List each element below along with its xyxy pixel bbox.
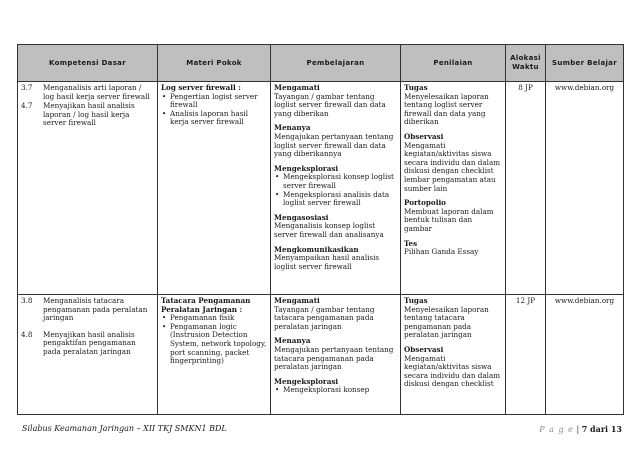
list-item: • Pengamanan logic (Instrusion Detection System, network topology, port scanning, packet fingerprinting)	[170, 323, 267, 366]
kd-number: 4.7	[21, 101, 33, 111]
kd-number: 3.8	[21, 296, 33, 305]
list-item: • Pengamanan fisik	[170, 314, 267, 323]
list-item: • Mengeksplorasi analisis data loglist server firewall	[283, 191, 397, 208]
kd-item	[21, 102, 154, 128]
syllabus-table	[17, 44, 624, 415]
cell-penilaian	[401, 295, 506, 415]
header-alokasi-line1: Alokasi	[510, 54, 541, 63]
nilai-observasi	[404, 346, 502, 389]
footer-page-info	[539, 424, 622, 434]
pemb-eksplorasi-list	[274, 386, 397, 395]
cell-pembelajaran	[271, 82, 401, 295]
pemb-heading: Mengasosiasi	[274, 212, 329, 222]
nilai-tugas	[404, 297, 502, 340]
nilai-text: Mengamati kegiatan/aktivitas siswa secara individu dan dalam diskusi dengan checklist lembar pengamatan atau sumber lain	[404, 140, 501, 193]
header-alokasi-line2: Waktu	[512, 63, 539, 71]
header-materi-pokok: Materi Pokok	[158, 45, 271, 82]
kd-item	[21, 331, 154, 357]
nilai-tugas	[404, 84, 502, 127]
cell-pembelajaran	[271, 295, 401, 415]
kd-text: Menyajikan hasil analisis pengaktifan pengamanan pada peralatan jaringan	[43, 329, 136, 356]
pemb-heading: Mengeksplorasi	[274, 376, 339, 386]
cell-sumber-belajar: www.debian.org	[546, 82, 624, 295]
nilai-text: Membuat laporan dalam bentuk tulisan dan gambar	[404, 206, 494, 233]
pemb-heading: Mengamati	[274, 83, 320, 92]
pemb-text: Tayangan / gambar tentang tatacara pengamanan pada peralatan jaringan	[274, 304, 375, 331]
nilai-observasi	[404, 133, 502, 193]
nilai-tes	[404, 240, 502, 257]
cell-sumber-belajar: www.debian.org	[546, 295, 624, 415]
pemb-menanya	[274, 337, 397, 371]
pemb-text: Menganalisis konsep loglist server firewall dan analisanya	[274, 221, 384, 239]
nilai-text: Menyelesaikan laporan tentang loglist server firewall dan data yang diberikan	[404, 91, 489, 127]
pemb-text: Tayangan / gambar tentang loglist server firewall dan data yang diberikan	[274, 91, 386, 118]
footer-separator: |	[576, 425, 580, 434]
cell-alokasi-waktu: 8 JP	[506, 82, 546, 295]
pemb-heading: Menanya	[274, 123, 311, 133]
footer-title: Silabus Keamanan Jaringan – XII TKJ SMKN1 BDL	[22, 424, 227, 433]
kd-text: Menganalisis tatacara pengamanan pada peralatan jaringan	[43, 296, 148, 323]
pemb-heading: Menanya	[274, 336, 311, 346]
nilai-heading: Observasi	[404, 344, 444, 354]
nilai-heading: Tugas	[404, 83, 428, 92]
list-item: • Mengeksplorasi konsep loglist server firewall	[283, 173, 397, 190]
nilai-heading: Tugas	[404, 296, 428, 305]
nilai-heading: Tes	[404, 238, 418, 248]
footer-page-word: P a g e	[539, 425, 574, 434]
table-row	[18, 295, 624, 415]
kd-text: Menyajikan hasil analisis laporan / log hasil kerja server firewall	[43, 101, 135, 128]
cell-materi-pokok	[158, 82, 271, 295]
list-item: • Mengeksplorasi konsep	[283, 386, 397, 395]
kd-number: 3.7	[21, 83, 33, 92]
header-pembelajaran: Pembelajaran	[271, 45, 401, 82]
pemb-eksplorasi	[274, 378, 397, 395]
kd-number: 4.8	[21, 329, 33, 339]
cell-materi-pokok	[158, 295, 271, 415]
header-alokasi-waktu	[506, 45, 546, 82]
materi-list	[161, 314, 267, 366]
nilai-text: Pilihan Ganda Essay	[404, 247, 479, 257]
header-kompetensi-dasar: Kompetensi Dasar	[18, 45, 158, 82]
pemb-menanya	[274, 124, 397, 158]
nilai-portofolio	[404, 199, 502, 233]
list-item: • Pengertian logist server firewall	[170, 93, 267, 110]
header-sumber-belajar: Sumber Belajar	[546, 45, 624, 82]
nilai-heading: Observasi	[404, 131, 444, 141]
pemb-eksplorasi	[274, 165, 397, 208]
pemb-text: Mengajukan pertanyaan tentang tatacara pengamanan pada peralatan jaringan	[274, 344, 394, 372]
pemb-mengamati	[274, 84, 397, 118]
nilai-heading: Portopolio	[404, 198, 446, 208]
cell-penilaian	[401, 82, 506, 295]
pemb-heading: Mengkomunikasikan	[274, 244, 359, 254]
list-item: • Analisis laporan hasil kerja server firewall	[170, 110, 267, 127]
materi-title: Tatacara Pengamanan Peralatan Jaringan :	[161, 296, 251, 314]
footer-page-number: 7 dari 13	[581, 424, 622, 434]
nilai-text: Menyelesaikan laporan tentang tatacara pengamanan pada peralatan jaringan	[404, 304, 489, 340]
cell-kompetensi-dasar	[18, 82, 158, 295]
kd-text: Menganalisis arti laporan / log hasil kerja server firewall	[43, 83, 150, 101]
materi-title: Log server firewall :	[161, 83, 241, 92]
nilai-text: Mengamati kegiatan/aktivitas siswa secara individu dan dalam diskusi dengan checklist	[404, 353, 501, 389]
header-row	[18, 45, 624, 82]
pemb-asosiasi	[274, 214, 397, 240]
pemb-eksplorasi-list	[274, 173, 397, 207]
pemb-komunikasi	[274, 246, 397, 272]
pemb-text: Mengajukan pertanyaan tentang loglist server firewall dan data yang diberikannya	[274, 131, 394, 159]
header-penilaian: Penilaian	[401, 45, 506, 82]
pemb-mengamati	[274, 297, 397, 331]
table-row	[18, 82, 624, 295]
cell-kompetensi-dasar	[18, 295, 158, 415]
pemb-heading: Mengeksplorasi	[274, 163, 339, 173]
pemb-text: Menyampaikan hasil analisis loglist server firewall	[274, 253, 380, 271]
kd-item	[21, 84, 154, 101]
pemb-heading: Mengamati	[274, 296, 320, 305]
cell-alokasi-waktu: 12 JP	[506, 295, 546, 415]
materi-list	[161, 93, 267, 127]
kd-item	[21, 297, 154, 323]
